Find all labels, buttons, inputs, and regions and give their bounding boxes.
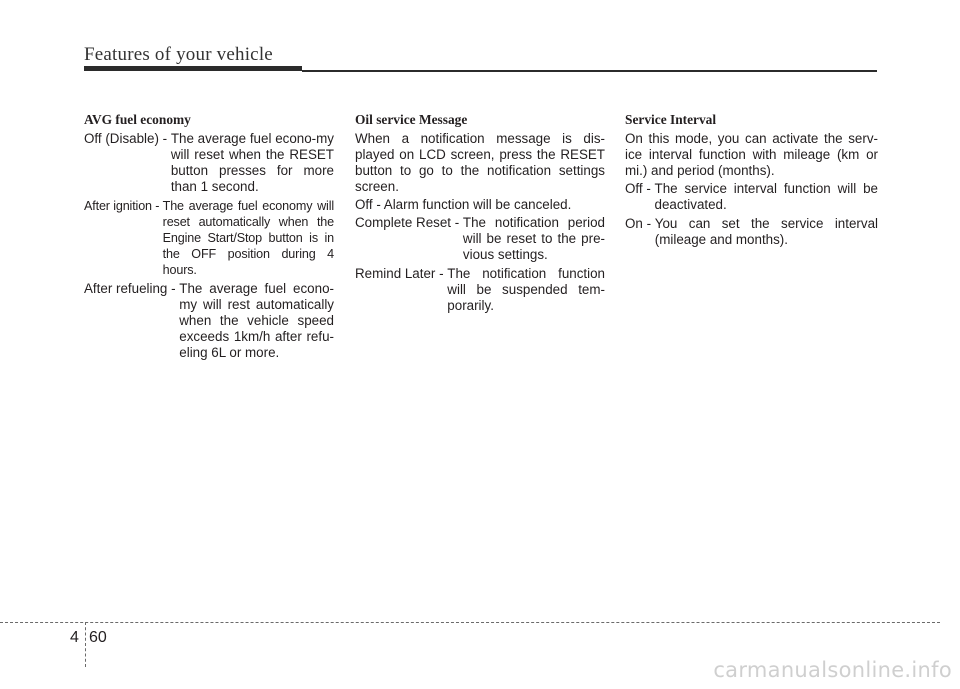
header-rule-thin — [302, 70, 877, 72]
entry-description: The service interval function will be deactivated. — [654, 181, 878, 212]
entry-description: You can set the service interval (mileage and months). — [654, 216, 878, 247]
entry-term: Off - — [625, 181, 655, 196]
section-number: 4 — [70, 629, 79, 646]
section-heading: Oil service Message — [355, 112, 468, 127]
entry-description: The average fuel econo-my will rest automatically when the vehicle speed exceeds 1km/h after refu-eling 6L or more. — [179, 281, 334, 360]
entry-description: The notification period will be reset to the pre-vious settings. — [462, 215, 605, 262]
list-item — [84, 131, 334, 195]
list-item — [625, 181, 878, 213]
column-service-interval — [625, 112, 878, 251]
column-avg-fuel-economy — [84, 112, 334, 364]
intro-paragraph: On this mode, you can activate the serv-ice interval function with mileage (km or mi.) and period (months). — [625, 131, 878, 178]
list-item — [84, 198, 334, 278]
entry-description: The average fuel economy will reset automatically when the Engine Start/Stop button is in the OFF position during 4 hours. — [162, 199, 334, 277]
off-option-line: Off - Alarm function will be canceled. — [355, 197, 572, 212]
list-item — [625, 216, 878, 248]
footer-page-separator — [85, 622, 86, 667]
list-item — [355, 266, 605, 314]
page-number: 60 — [89, 629, 107, 646]
entry-term: After ignition - — [84, 199, 163, 213]
list-item — [355, 215, 605, 263]
entry-term: On - — [625, 216, 655, 231]
entry-description: The average fuel econo-my will reset when the RESET button presses for more than 1 second. — [170, 131, 334, 194]
entry-description: The notification function will be suspended tem-porarily. — [447, 266, 605, 313]
watermark: carmanualsonline.info — [713, 658, 952, 682]
entry-term: Complete Reset - — [355, 215, 463, 230]
footer-divider — [0, 622, 940, 623]
page-header-title: Features of your vehicle — [84, 44, 273, 65]
list-item — [84, 281, 334, 361]
section-heading: Service Interval — [625, 112, 717, 127]
section-heading: AVG fuel economy — [84, 112, 191, 127]
header-rule-thick — [84, 66, 302, 71]
column-oil-service-message — [355, 112, 605, 317]
intro-paragraph: When a notification message is dis-played on LCD screen, press the RESET button to go to the notification settings screen. — [355, 131, 605, 194]
entry-term: Off (Disable) - — [84, 131, 171, 146]
entry-term: After refueling - — [84, 281, 180, 296]
entry-term: Remind Later - — [355, 266, 448, 281]
